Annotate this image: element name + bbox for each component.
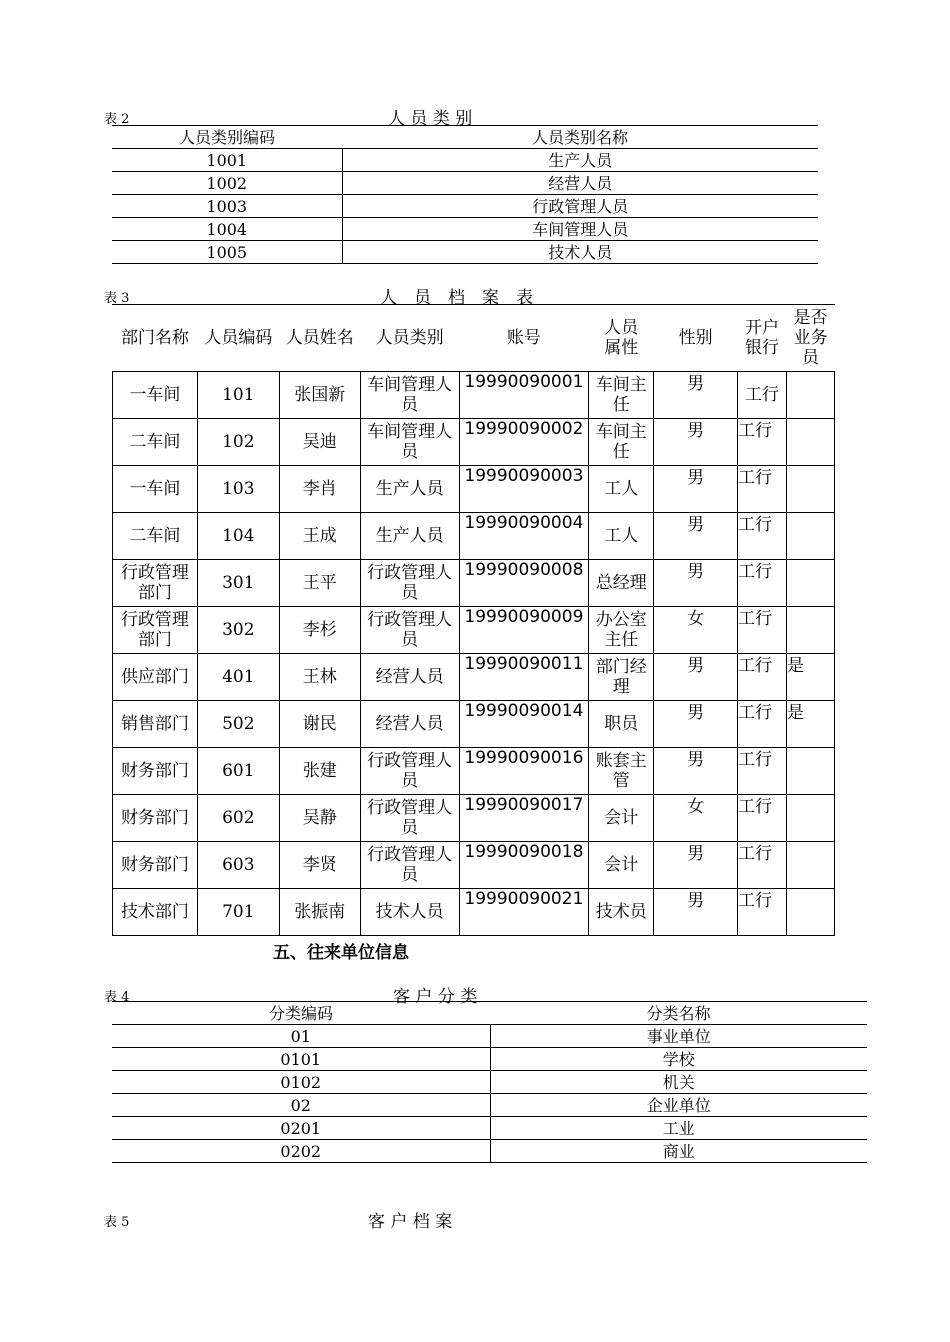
table3-cell: 经营人员 — [360, 654, 459, 701]
table3-cell: 工行 — [738, 466, 787, 513]
table3-cell — [787, 466, 835, 513]
table2-cell: 1001 — [112, 149, 342, 172]
section5-heading: 五、往来单位信息 — [273, 943, 409, 963]
table3-cell: 技术员 — [589, 889, 654, 936]
table3-cell: 男 — [654, 654, 738, 701]
table3-row — [113, 654, 835, 701]
table3-label: 表 3 — [104, 291, 130, 306]
table4-cell: 0201 — [112, 1117, 490, 1140]
table3-cell: 会计 — [589, 795, 654, 842]
table4-row — [112, 1048, 867, 1071]
table3-cell: 男 — [654, 372, 738, 419]
table3 — [112, 305, 835, 936]
table3-row — [113, 748, 835, 795]
table3-cell: 行政管理人员 — [360, 795, 459, 842]
table4-row — [112, 1094, 867, 1117]
table3-cell: 男 — [654, 748, 738, 795]
table3-cell: 工行 — [738, 513, 787, 560]
table3-cell: 工人 — [589, 466, 654, 513]
table2-label: 表 2 — [104, 112, 130, 127]
table3-cell: 经营人员 — [360, 701, 459, 748]
table3-cell: 是 — [787, 654, 835, 701]
table3-cell: 女 — [654, 795, 738, 842]
table3-header-cell: 是否 业务 员 — [793, 308, 828, 368]
table3-cell: 行政管理人员 — [360, 607, 459, 654]
table3-cell: 男 — [654, 889, 738, 936]
table4-row — [112, 1140, 867, 1163]
table3-cell: 生产人员 — [360, 466, 459, 513]
table3-cell: 二车间 — [113, 513, 198, 560]
table3-cell: 男 — [654, 842, 738, 889]
table4-cell: 机关 — [490, 1071, 867, 1094]
table3-cell: 工行 — [738, 419, 787, 466]
table4-title: 客 户 分 类 — [393, 987, 478, 1007]
table3-cell: 车间管理人员 — [360, 372, 459, 419]
table3-row — [113, 607, 835, 654]
table2-cell: 行政管理人员 — [342, 195, 818, 218]
table3-row — [113, 795, 835, 842]
table3-header-cell: 性别 — [678, 328, 713, 348]
table3-cell: 谢民 — [279, 701, 360, 748]
table3-cell — [787, 795, 835, 842]
table3-cell: 工行 — [738, 842, 787, 889]
table3-cell: 部门经理 — [589, 654, 654, 701]
table3-cell: 销售部门 — [113, 701, 198, 748]
table3-header-cell: 人员编码 — [204, 328, 273, 348]
table3-header-cell: 部门名称 — [120, 328, 189, 348]
table3-cell: 是 — [787, 701, 835, 748]
table4-cell: 0202 — [112, 1140, 490, 1163]
table3-cell: 女 — [654, 607, 738, 654]
table3-cell: 车间管理人员 — [360, 419, 459, 466]
table3-cell — [787, 513, 835, 560]
table3-cell: 104 — [197, 513, 279, 560]
table3-cell: 602 — [197, 795, 279, 842]
table3-cell: 财务部门 — [113, 795, 198, 842]
table3-header-cell: 开户 银行 — [745, 318, 780, 358]
table4 — [112, 1002, 867, 1163]
table3-cell — [787, 607, 835, 654]
table4-cell: 0102 — [112, 1071, 490, 1094]
table4-cell: 企业单位 — [490, 1094, 867, 1117]
table3-cell: 行政管理部门 — [113, 560, 198, 607]
table3-row — [113, 419, 835, 466]
table4-row — [112, 1117, 867, 1140]
table4-cell: 事业单位 — [490, 1025, 867, 1048]
table3-cell: 办公室主任 — [589, 607, 654, 654]
table3-cell — [787, 560, 835, 607]
table3-cell: 302 — [197, 607, 279, 654]
table3-cell: 工行 — [738, 701, 787, 748]
table3-cell: 工行 — [738, 795, 787, 842]
table3-row — [113, 842, 835, 889]
table3-header-cell: 账号 — [506, 328, 541, 348]
table3-cell — [787, 372, 835, 419]
table3-cell: 19990090017 — [459, 795, 589, 842]
table3-cell: 张建 — [279, 748, 360, 795]
table2-cell: 1004 — [112, 218, 342, 241]
table4-header-code: 分类编码 — [112, 1002, 490, 1025]
table3-row — [113, 701, 835, 748]
table3-cell: 101 — [197, 372, 279, 419]
table3-cell: 总经理 — [589, 560, 654, 607]
table3-cell: 工人 — [589, 513, 654, 560]
table3-cell: 王林 — [279, 654, 360, 701]
table3-cell: 401 — [197, 654, 279, 701]
table3-cell: 301 — [197, 560, 279, 607]
table3-cell: 李贤 — [279, 842, 360, 889]
table4-cell: 01 — [112, 1025, 490, 1048]
table3-cell: 工行 — [738, 889, 787, 936]
table3-cell — [787, 748, 835, 795]
table3-cell: 工行 — [738, 607, 787, 654]
table3-cell: 工行 — [738, 560, 787, 607]
table4-cell: 02 — [112, 1094, 490, 1117]
table3-cell: 供应部门 — [113, 654, 198, 701]
table3-cell: 会计 — [589, 842, 654, 889]
table3-row — [113, 466, 835, 513]
table2-row — [112, 195, 818, 218]
table3-cell: 王成 — [279, 513, 360, 560]
table3-cell: 账套主管 — [589, 748, 654, 795]
table2-row — [112, 172, 818, 195]
table3-cell: 603 — [197, 842, 279, 889]
table3-cell: 技术人员 — [360, 889, 459, 936]
table2-row — [112, 218, 818, 241]
table3-cell: 19990090008 — [459, 560, 589, 607]
table4-row — [112, 1071, 867, 1094]
table3-cell: 19990090011 — [459, 654, 589, 701]
table3-header-cell: 人员姓名 — [285, 328, 354, 348]
table2-cell: 1002 — [112, 172, 342, 195]
table3-row — [113, 560, 835, 607]
table3-cell: 李杉 — [279, 607, 360, 654]
table3-cell: 男 — [654, 701, 738, 748]
table3-cell: 财务部门 — [113, 842, 198, 889]
table3-cell: 19990090001 — [459, 372, 589, 419]
table3-cell: 19990090009 — [459, 607, 589, 654]
table4-cell: 商业 — [490, 1140, 867, 1163]
table2-cell: 经营人员 — [342, 172, 818, 195]
table4-row — [112, 1025, 867, 1048]
table3-cell: 502 — [197, 701, 279, 748]
table2-cell: 生产人员 — [342, 149, 818, 172]
table3-cell: 102 — [197, 419, 279, 466]
table4-cell: 学校 — [490, 1048, 867, 1071]
table3-cell: 工行 — [738, 372, 787, 419]
table3-cell: 张国新 — [279, 372, 360, 419]
table3-cell: 一车间 — [113, 466, 198, 513]
table3-cell: 19990090021 — [459, 889, 589, 936]
table3-cell: 李肖 — [279, 466, 360, 513]
table2-row — [112, 241, 818, 264]
table3-cell: 技术部门 — [113, 889, 198, 936]
table3-header-cell: 人员类别 — [375, 328, 444, 348]
table3-header-cell: 人员 属性 — [604, 318, 639, 358]
table2-cell: 技术人员 — [342, 241, 818, 264]
table3-cell: 行政管理人员 — [360, 560, 459, 607]
table2-cell: 1005 — [112, 241, 342, 264]
table3-row — [113, 513, 835, 560]
table3-cell: 19990090003 — [459, 466, 589, 513]
table3-cell: 19990090014 — [459, 701, 589, 748]
table3-cell: 王平 — [279, 560, 360, 607]
table2-cell: 1003 — [112, 195, 342, 218]
table3-cell: 男 — [654, 419, 738, 466]
table3-cell: 19990090002 — [459, 419, 589, 466]
table2-header-name: 人员类别名称 — [342, 126, 818, 149]
table4-cell: 0101 — [112, 1048, 490, 1071]
table3-cell: 工行 — [738, 748, 787, 795]
table3-cell: 19990090018 — [459, 842, 589, 889]
table3-cell: 张振南 — [279, 889, 360, 936]
table4-label: 表 4 — [104, 990, 130, 1005]
table3-cell: 男 — [654, 560, 738, 607]
table3-cell: 103 — [197, 466, 279, 513]
table3-cell: 行政管理人员 — [360, 748, 459, 795]
table3-cell: 19990090016 — [459, 748, 589, 795]
table3-cell: 男 — [654, 466, 738, 513]
table3-cell: 男 — [654, 513, 738, 560]
table3-cell: 701 — [197, 889, 279, 936]
table3-cell: 二车间 — [113, 419, 198, 466]
table3-cell: 一车间 — [113, 372, 198, 419]
table3-cell: 职员 — [589, 701, 654, 748]
table4-header-name: 分类名称 — [490, 1002, 867, 1025]
table3-cell: 车间主任 — [589, 419, 654, 466]
table3-cell: 行政管理部门 — [113, 607, 198, 654]
table3-cell — [787, 889, 835, 936]
table3-cell — [787, 842, 835, 889]
table5-title: 客 户 档 案 — [368, 1212, 453, 1232]
table3-cell: 吴迪 — [279, 419, 360, 466]
table3-cell: 601 — [197, 748, 279, 795]
table3-cell — [787, 419, 835, 466]
table3-row — [113, 889, 835, 936]
table3-cell: 行政管理人员 — [360, 842, 459, 889]
table3-title: 人 员 档 案 表 — [380, 288, 533, 308]
table4-cell: 工业 — [490, 1117, 867, 1140]
table3-row — [113, 372, 835, 419]
table2-cell: 车间管理人员 — [342, 218, 818, 241]
table2-title: 人 员 类 别 — [388, 109, 473, 129]
table3-cell: 车间主任 — [589, 372, 654, 419]
table3-cell: 财务部门 — [113, 748, 198, 795]
table3-cell: 生产人员 — [360, 513, 459, 560]
table3-cell: 工行 — [738, 654, 787, 701]
table2 — [112, 126, 818, 264]
table5-label: 表 5 — [104, 1215, 130, 1230]
table3-cell: 19990090004 — [459, 513, 589, 560]
table2-header-code: 人员类别编码 — [112, 126, 342, 149]
table3-cell: 吴静 — [279, 795, 360, 842]
table2-row — [112, 149, 818, 172]
